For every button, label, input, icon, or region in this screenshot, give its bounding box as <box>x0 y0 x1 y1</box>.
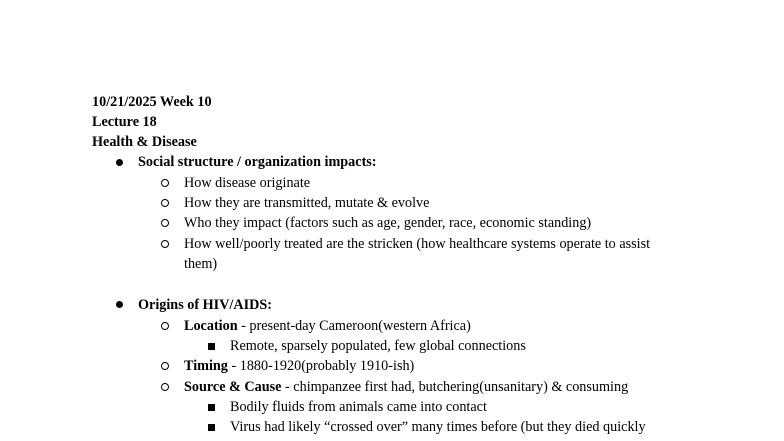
bullet-circle-icon <box>161 179 169 187</box>
list-item-source-cause <box>184 377 628 397</box>
sub-list-item: Virus had likely “crossed over” many times before (but they died quickly <box>230 419 646 435</box>
timing-text: - 1880-1920(probably 1910-ish) <box>227 358 415 374</box>
source-cause-text: - chimpanzee first had, butchering(unsanitary) & consuming <box>281 379 629 395</box>
list-item-location <box>184 316 471 336</box>
lecture-line: Lecture 18 <box>92 114 157 130</box>
sub-list-item: Remote, sparsely populated, few global connections <box>230 338 526 354</box>
section-title-hiv: Origins of HIV/AIDS: <box>138 297 273 313</box>
list-item-timing <box>184 356 414 376</box>
timing-label: Timing <box>184 358 228 374</box>
section-title-social: Social structure / organization impacts: <box>138 154 377 170</box>
list-item: How they are transmitted, mutate & evolve <box>184 195 430 211</box>
list-item-continuation: them) <box>184 256 218 272</box>
bullet-disc-icon <box>116 301 123 308</box>
list-item: Who they impact (factors such as age, gender, race, economic standing) <box>184 215 592 231</box>
list-item: How well/poorly treated are the stricken (how healthcare systems operate to assist <box>184 236 651 252</box>
bullet-circle-icon <box>161 240 169 248</box>
bullet-circle-icon <box>161 199 169 207</box>
location-text: - present-day Cameroon(western Africa) <box>237 318 471 334</box>
bullet-circle-icon <box>161 362 169 370</box>
list-item: How disease originate <box>184 175 311 191</box>
bullet-circle-icon <box>161 322 169 330</box>
location-label: Location <box>184 318 238 334</box>
bullet-square-icon <box>208 424 215 431</box>
bullet-square-icon <box>208 404 215 411</box>
topic-line: Health & Disease <box>92 134 197 150</box>
bullet-square-icon <box>208 343 215 350</box>
date-week-line: 10/21/2025 Week 10 <box>92 94 212 110</box>
bullet-disc-icon <box>116 159 123 166</box>
sub-list-item: Bodily fluids from animals came into contact <box>230 399 487 415</box>
bullet-circle-icon <box>161 383 169 391</box>
bullet-circle-icon <box>161 219 169 227</box>
source-cause-label: Source & Cause <box>184 379 282 395</box>
